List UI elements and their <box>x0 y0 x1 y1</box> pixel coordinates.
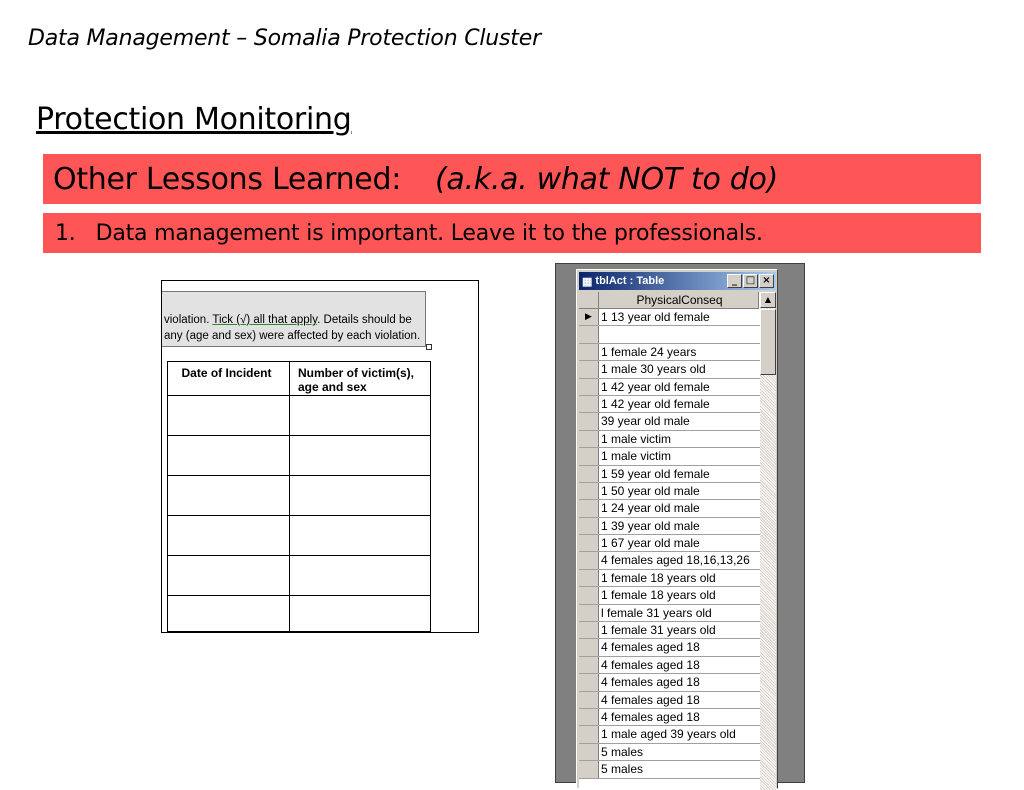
access-screenshot <box>555 263 805 783</box>
physicalconseq-cell[interactable]: 1 50 year old male <box>601 483 700 498</box>
incident-form-table <box>167 361 431 632</box>
column-header-row <box>579 292 759 309</box>
instruction-post: . Details should be <box>317 314 412 326</box>
record-selector[interactable] <box>579 605 599 621</box>
form-cell[interactable] <box>168 396 290 436</box>
maximize-button[interactable]: □ <box>743 274 758 288</box>
form-cell[interactable] <box>168 516 290 556</box>
physicalconseq-cell[interactable]: 4 females aged 18,16,13,26 <box>601 553 750 568</box>
close-button[interactable]: × <box>759 274 774 288</box>
table-row[interactable] <box>579 535 760 552</box>
datasheet-grid <box>579 292 776 790</box>
record-selector[interactable] <box>579 379 599 395</box>
record-selector[interactable] <box>579 483 599 499</box>
table-row[interactable] <box>579 726 760 743</box>
physicalconseq-cell[interactable]: 39 year old male <box>601 414 690 429</box>
table-row[interactable] <box>579 309 760 326</box>
table-row <box>168 596 431 632</box>
physicalconseq-cell[interactable]: 1 female 18 years old <box>601 570 716 585</box>
physicalconseq-cell[interactable]: 4 females aged 18 <box>601 675 700 690</box>
table-row[interactable] <box>579 552 760 569</box>
resize-handle[interactable] <box>426 344 432 350</box>
lesson-point <box>43 213 981 253</box>
physicalconseq-cell[interactable]: 1 24 year old male <box>601 501 700 516</box>
table-row <box>168 476 431 516</box>
record-selector[interactable] <box>579 587 599 603</box>
physicalconseq-cell[interactable]: 4 females aged 18 <box>601 692 700 707</box>
record-selector[interactable] <box>579 552 599 568</box>
table-window <box>576 269 778 789</box>
window-title-bar[interactable] <box>579 272 776 290</box>
point-number: 1. <box>55 220 76 246</box>
record-selector[interactable] <box>579 448 599 464</box>
record-selector[interactable] <box>579 518 599 534</box>
lessons-banner <box>43 154 981 204</box>
table-row[interactable] <box>579 379 760 396</box>
window-title: tblAct : Table <box>595 275 665 287</box>
table-row[interactable] <box>579 570 760 587</box>
physicalconseq-cell[interactable]: 1 male victim <box>601 449 672 464</box>
column-header-physicalconseq[interactable]: PhysicalConseq <box>636 293 723 307</box>
form-instructions <box>162 291 426 347</box>
physicalconseq-cell[interactable]: 4 females aged 18 <box>601 709 700 724</box>
record-selector[interactable] <box>579 466 599 482</box>
record-selector[interactable] <box>579 326 599 342</box>
table-row[interactable] <box>579 448 760 465</box>
select-all-corner[interactable] <box>579 292 599 308</box>
table-icon: ▦ <box>582 275 593 288</box>
form-cell[interactable] <box>290 556 431 596</box>
table-row[interactable] <box>579 466 760 483</box>
physicalconseq-cell[interactable]: 1 67 year old male <box>601 536 700 551</box>
current-record-arrow-icon[interactable]: ▶ <box>579 309 599 325</box>
datasheet-rows <box>579 309 760 779</box>
physicalconseq-cell[interactable]: 4 females aged 18 <box>601 657 700 672</box>
form-cell[interactable] <box>290 516 431 556</box>
physicalconseq-cell[interactable]: 1 male aged 39 years old <box>601 727 736 742</box>
table-row[interactable] <box>579 326 760 343</box>
point-text: Data management is important. Leave it to the professionals. <box>95 220 763 246</box>
record-selector[interactable] <box>579 761 599 777</box>
physicalconseq-cell[interactable]: 1 39 year old male <box>601 518 700 533</box>
record-selector[interactable] <box>579 535 599 551</box>
form-cell[interactable] <box>290 436 431 476</box>
record-selector[interactable] <box>579 726 599 742</box>
table-row <box>168 516 431 556</box>
form-cell[interactable] <box>168 596 290 632</box>
form-cell[interactable] <box>290 596 431 632</box>
record-selector[interactable] <box>579 744 599 760</box>
form-cell[interactable] <box>290 396 431 436</box>
banner-main-text: Other Lessons Learned: <box>53 161 402 197</box>
record-selector[interactable] <box>579 396 599 412</box>
table-row[interactable] <box>579 605 760 622</box>
table-row[interactable] <box>579 431 760 448</box>
form-excerpt <box>161 280 479 633</box>
table-row[interactable] <box>579 709 760 726</box>
scroll-up-arrow-icon[interactable]: ▲ <box>760 292 776 308</box>
form-cell[interactable] <box>168 436 290 476</box>
physicalconseq-cell[interactable]: 1 42 year old female <box>601 379 710 394</box>
table-row <box>168 556 431 596</box>
table-row <box>168 436 431 476</box>
table-row[interactable] <box>579 518 760 535</box>
table-row[interactable] <box>579 761 760 778</box>
record-selector[interactable] <box>579 674 599 690</box>
table-row[interactable] <box>579 622 760 639</box>
table-row[interactable] <box>579 657 760 674</box>
record-selector[interactable] <box>579 570 599 586</box>
table-row[interactable] <box>579 483 760 500</box>
physicalconseq-cell[interactable]: 1 13 year old female <box>601 310 710 324</box>
table-row[interactable] <box>579 344 760 361</box>
table-row[interactable] <box>579 396 760 413</box>
banner-italic-text: (a.k.a. what NOT to do) <box>435 161 779 197</box>
form-cell[interactable] <box>168 476 290 516</box>
record-selector[interactable] <box>579 709 599 725</box>
slide-header: Data Management – Somalia Protection Cluster <box>28 26 541 51</box>
table-row[interactable] <box>579 587 760 604</box>
form-cell[interactable] <box>290 476 431 516</box>
physicalconseq-cell[interactable]: 1 male 30 years old <box>601 362 706 377</box>
table-row[interactable] <box>579 361 760 378</box>
physicalconseq-cell[interactable]: 5 males <box>601 762 644 777</box>
table-row[interactable] <box>579 744 760 761</box>
physicalconseq-cell[interactable]: 1 female 31 years old <box>601 623 716 638</box>
record-selector[interactable] <box>579 639 599 655</box>
physicalconseq-cell[interactable]: l female 31 years old <box>601 605 712 620</box>
record-selector[interactable] <box>579 692 599 708</box>
record-selector[interactable] <box>579 657 599 673</box>
slide-title: Protection Monitoring <box>36 102 352 137</box>
scroll-thumb[interactable] <box>760 309 776 375</box>
minimize-button[interactable]: _ <box>727 274 742 288</box>
physicalconseq-cell[interactable]: 4 females aged 18 <box>601 640 700 655</box>
vertical-scrollbar[interactable] <box>760 292 776 790</box>
table-row[interactable] <box>579 500 760 517</box>
physicalconseq-cell[interactable]: 1 42 year old female <box>601 396 710 411</box>
record-selector[interactable] <box>579 344 599 360</box>
instruction-line2: any (age and sex) were affected by each violation. <box>164 330 421 342</box>
table-row <box>168 396 431 436</box>
instruction-tick: Tick (√) all that apply <box>212 314 318 326</box>
record-selector[interactable] <box>579 622 599 638</box>
table-row[interactable] <box>579 639 760 656</box>
col-date-header: Date of Incident <box>168 362 290 396</box>
table-row[interactable] <box>579 692 760 709</box>
col-victims-header: Number of victim(s), age and sex <box>290 362 431 396</box>
physicalconseq-cell[interactable]: 1 59 year old female <box>601 466 710 481</box>
record-selector[interactable] <box>579 361 599 377</box>
physicalconseq-cell[interactable]: 5 males <box>601 744 644 759</box>
physicalconseq-cell[interactable]: 1 female 24 years <box>601 344 697 359</box>
physicalconseq-cell[interactable] <box>601 326 758 342</box>
physicalconseq-cell[interactable]: 1 male victim <box>601 431 672 446</box>
table-row[interactable] <box>579 413 760 430</box>
instruction-pre: violation. <box>164 314 213 326</box>
form-cell[interactable] <box>168 556 290 596</box>
record-selector[interactable] <box>579 431 599 447</box>
physicalconseq-cell[interactable]: 1 female 18 years old <box>601 588 716 603</box>
record-selector[interactable] <box>579 413 599 429</box>
record-selector[interactable] <box>579 500 599 516</box>
table-row[interactable] <box>579 674 760 691</box>
